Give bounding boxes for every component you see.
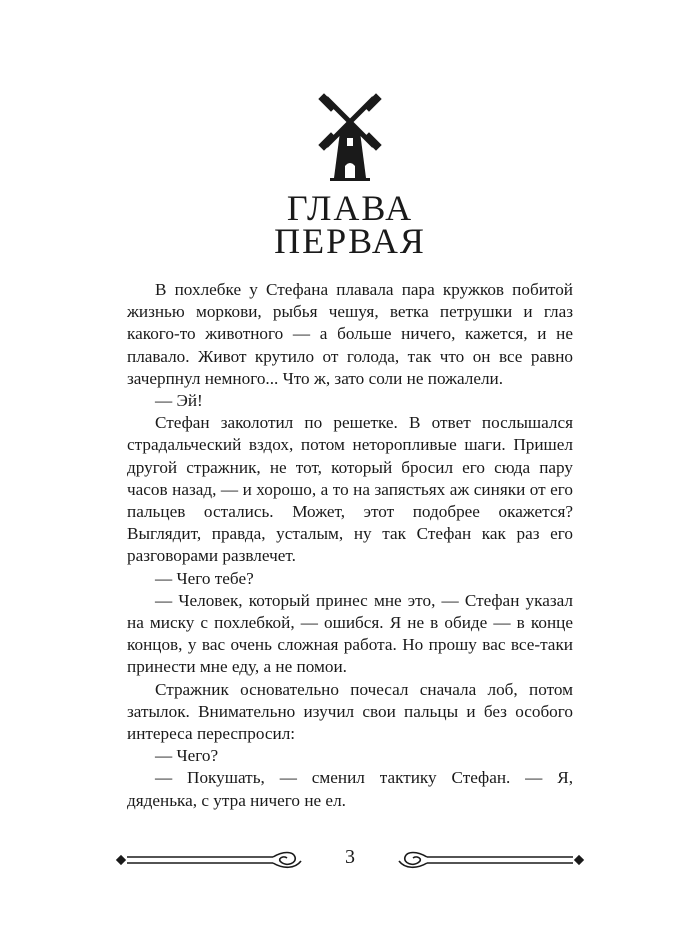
paragraph: — Чего тебе? xyxy=(155,568,254,588)
ornament-flourish-right-icon xyxy=(393,849,587,871)
paragraph: Стражник основательно почесал сначала лоб, потом затылок. Внимательно изучил свои пальцы и без особого интереса переспросил: xyxy=(127,679,573,744)
chapter-body xyxy=(127,279,573,812)
chapter-title xyxy=(0,188,700,261)
paragraph: Стефан заколотил по решетке. В ответ послышался страдальческий вздох, потом неторопливые шаги. Пришел другой стражник, не тот, который бросил его сюда пару часов назад, — и хорошо, а то на запястьях аж синяки от его пальцев остались. Может, этот подобрее окажется? Выглядит, правда, усталым, ну так Стефан как раз его разговорами развлечет. xyxy=(127,413,573,566)
paragraph: — Эй! xyxy=(155,391,203,411)
paragraph: В похлебке у Стефана плавала пара кружков побитой жизнью моркови, рыбья чешуя, ветка петрушки и глаз какого-то животного — а больше ничего, кажется, и не плавало. Живот крутило от голода, так что он все равно зачерпнул немного... Что ж, зато соли не пожалели. xyxy=(127,280,573,388)
paragraph: — Покушать, — сменил тактику Стефан. — Я, дяденька, с утра ничего не ел. xyxy=(127,768,573,810)
windmill-icon xyxy=(318,92,382,184)
page-number: 3 xyxy=(345,846,355,868)
page-footer xyxy=(113,845,587,875)
paragraph: — Чего? xyxy=(155,746,219,766)
chapter-title-line-2: ПЕРВАЯ xyxy=(274,221,426,261)
paragraph: — Человек, который принес мне это, — Стефан указал на миску с похлебкой, — ошибся. Я не в обиде — в конце концов, у вас очень сложная работа. Но прошу вас все-таки принести мне еду, а не помои. xyxy=(127,590,573,677)
chapter-title-line-1: ГЛАВА xyxy=(286,188,414,228)
